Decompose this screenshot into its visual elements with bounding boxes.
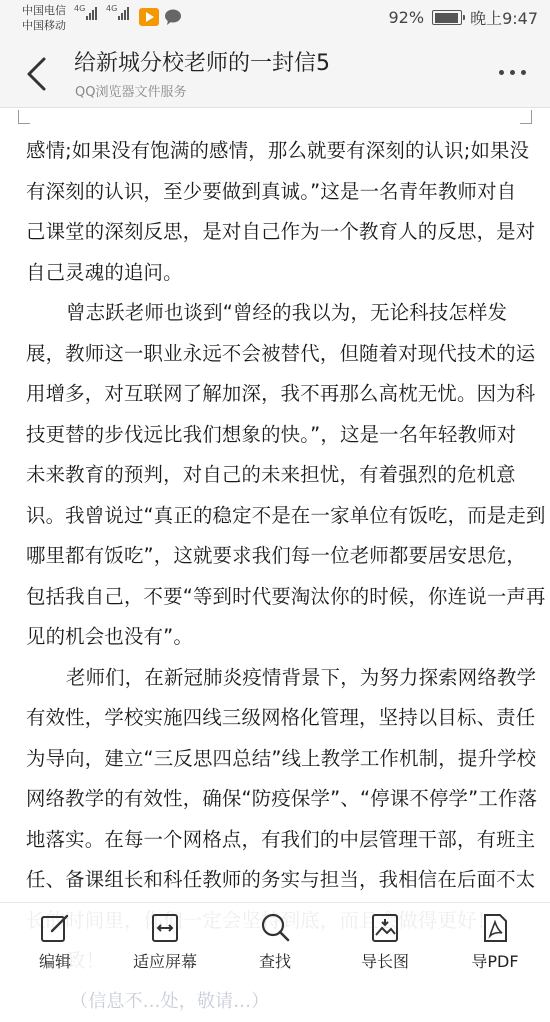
paragraph-3	[26, 658, 530, 942]
chat-app-icon	[163, 8, 183, 26]
battery-icon	[432, 10, 462, 25]
text-line: 有深刻的认识，至少要做到真诚。”这是一名青年教师对自	[26, 172, 530, 213]
fit-screen-button[interactable]	[115, 903, 215, 972]
text-line: 包括我自己，不要“等到时代要淘汰你的时候，你连说一声再	[26, 577, 530, 618]
document-body[interactable]	[26, 131, 530, 1022]
back-button[interactable]	[24, 56, 52, 92]
text-line: 识。我曾说过“真正的稳定不是在一家单位有饭吃，而是走到	[26, 496, 530, 537]
search-button[interactable]	[225, 903, 325, 972]
page-title: 给新城分校老师的一封信5	[74, 46, 330, 77]
text-line: 技更替的步伐远比我们想象的快。”，这是一名年轻教师对	[26, 415, 530, 456]
margin-mark-left	[18, 110, 30, 124]
signal-icon-1	[86, 7, 97, 20]
edit-button[interactable]	[5, 903, 105, 972]
video-app-icon	[139, 8, 159, 26]
faded-line	[26, 982, 530, 1022]
app-header	[0, 36, 550, 108]
battery-percent: 92%	[389, 8, 425, 27]
long-image-icon	[368, 911, 402, 945]
edit-label: 编辑	[39, 949, 71, 972]
carrier-labels	[22, 3, 66, 33]
network-type-1: 4G	[74, 4, 85, 13]
paragraph-2	[26, 293, 530, 658]
long-image-button[interactable]	[335, 903, 435, 972]
text-line: 地落实。在每一个网格点，有我们的中层管理干部，有班主	[26, 820, 530, 861]
text-line: 自己灵魂的追问。	[26, 253, 530, 294]
signal-icon-2	[118, 7, 129, 20]
margin-mark-right	[520, 110, 532, 124]
text-line: 曾志跃老师也谈到“曾经的我以为，无论科技怎样发	[26, 293, 530, 334]
search-label: 查找	[259, 949, 291, 972]
export-pdf-button[interactable]	[445, 903, 545, 972]
text-line: 己课堂的深刻反思，是对自己作为一个教育人的反思，是对	[26, 212, 530, 253]
text-line: 未来教育的预判，对自己的未来担忧，有着强烈的危机意	[26, 455, 530, 496]
fit-screen-label: 适应屏幕	[133, 949, 197, 972]
export-pdf-label: 导PDF	[471, 949, 518, 972]
text-line: 网络教学的有效性，确保“防疫保学”、“停课不停学”工作落	[26, 779, 530, 820]
page-subtitle: QQ浏览器文件服务	[75, 81, 186, 100]
long-image-label: 导长图	[361, 949, 409, 972]
search-icon	[258, 911, 292, 945]
more-dots-icon	[499, 70, 504, 75]
carrier-2: 中国移动	[22, 18, 66, 33]
text-line: 感情;如果没有饱满的感情，那么就要有深刻的认识;如果没	[26, 131, 530, 172]
status-right	[389, 6, 539, 29]
clock: 晚上9:47	[470, 6, 538, 29]
text-line: 老师们，在新冠肺炎疫情背景下，为努力探索网络教学	[26, 658, 530, 699]
text-line: （信息不...处，敬请...）	[26, 982, 530, 1022]
text-line: 为导向，建立“三反思四总结”线上教学工作机制，提升学校	[26, 739, 530, 780]
text-line: 用增多，对互联网了解加深，我不再那么高枕无忧。因为科	[26, 374, 530, 415]
text-line: 展，教师这一职业永远不会被替代，但随着对现代技术的运	[26, 334, 530, 375]
more-button[interactable]	[499, 70, 526, 75]
text-line: 有效性，学校实施四线三级网格化管理，坚持以目标、责任	[26, 698, 530, 739]
back-arrow-icon	[24, 56, 52, 92]
pdf-icon	[478, 911, 512, 945]
fit-screen-icon	[148, 911, 182, 945]
status-bar	[0, 0, 550, 36]
paragraph-1	[26, 131, 530, 293]
text-line: 见的机会也没有”。	[26, 617, 530, 658]
page-margin-marks	[0, 108, 550, 128]
text-line: 任、备课组长和科任教师的务实与担当，我相信在后面不太	[26, 860, 530, 901]
bottom-toolbar	[0, 902, 550, 977]
network-type-2: 4G	[106, 4, 117, 13]
edit-icon	[38, 911, 72, 945]
text-line: 哪里都有饭吃”，这就要求我们每一位老师都要居安思危，	[26, 536, 530, 577]
carrier-1: 中国电信	[22, 3, 66, 18]
